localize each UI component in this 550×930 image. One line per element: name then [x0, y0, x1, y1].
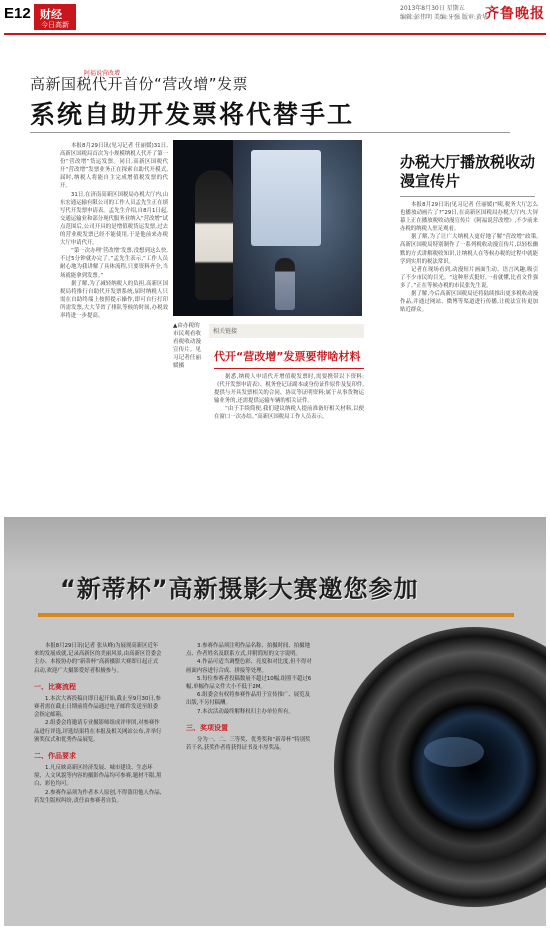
related-divider [214, 368, 364, 369]
lens-glare [424, 737, 484, 767]
ad-top-band [4, 517, 546, 577]
related-article-body [214, 373, 364, 491]
related-paragraph: 据悉,纳税人申请代开增值税发票时,需要携带以下资料:《代开发票申请表》、税务登记证副本或身份证件原件及复印件,提供与开具发票相关的合同、协议等证明资料;属于从事货物运输业务的,还需提供运输车辆的相关证件。 [214, 374, 364, 405]
article-paragraph: 本报8月29日讯(见习记者 任丽媛)31日,高新区国税局首次为小规模纳税人代开了第一份“营改增”货运发票。同日,高新区国税代开“营改增”发票业务正在探索自助代开模式,届时,纳税人将能自主完成增值税发票的代开。 [60, 143, 168, 190]
section-name: 财经 [40, 8, 62, 21]
photo-figure-woman [195, 170, 233, 300]
ad-block: 4.作品可适当调整色彩、亮度和对比度,但不得对画面内容进行合成、拼接等处理。 [186, 659, 312, 674]
article-paragraph: 据了解,为了减轻纳税人的负担,高新区国税局将推行自助代开发票系统,届时纳税人只需在自助终端上按照提示操作,即可自行打印所需发票,大大节省了排队等候的时间,办税效率将进一步提高。 [60, 280, 168, 319]
ad-section-title: 三、奖项设置 [186, 723, 228, 732]
ad-title-underline [38, 613, 514, 617]
ad-block: 本报8月29日讯(记者 张从峰)为展现高新区近年来的发展成就,记录高新区的美丽风景,由高新区管委会主办、本报协办的“新蒂杯”高新摄影大赛即日起正式启动,欢迎广大摄影爱好者积极参与。 [34, 643, 162, 674]
photo-contest-ad [4, 517, 546, 926]
side-paragraph: 本报8月29日讯(见习记者 任丽媛)“咦,税务大厅怎么也播放动画片了?”29日,在高新区国税局办税大厅内,大屏幕上正在播放税收动漫宣传片《阿福说营改增》,不少前来办税的纳税人驻足观看。 [400, 202, 538, 233]
news-photo [173, 140, 362, 316]
ad-block: 7.本次活动最终解释权归主办单位所有。 [197, 708, 294, 715]
camera-lens-graphic [334, 627, 546, 907]
newspaper-logo: 齐鲁晚报 [485, 6, 545, 22]
ad-block: 3.参赛作品须注明作品名称、拍摄时间、拍摄地点、作者姓名及联系方式,并附简短的文字说明。 [186, 643, 310, 658]
section-subtitle: 今日高新 [41, 21, 69, 29]
side-paragraph: 据了解,为了让广大纳税人更好地了解“营改增”政策,高新区国税局特别制作了一系列税收动漫宣传片,以轻松幽默的方式讲解税收知识,让纳税人在等候办税的过程中就能学到实用的税法常识。 [400, 234, 538, 265]
side-paragraph: 记者在现场看到,动漫短片画面生动、语言风趣,吸引了不少市民的目光。“这种形式挺好,一看就懂,比看文件强多了。”正在等候办税的市民张先生说。 [400, 266, 538, 289]
article-headline: 系统自助开发票将代替手工 [30, 100, 355, 129]
side-paragraph: 据了解,今后高新区国税局还将陆续推出更多税收动漫作品,并通过网站、微博等渠道进行传播,让税法宣传更加贴近群众。 [400, 291, 538, 314]
side-divider [400, 196, 535, 197]
photo-caption: ▲由办税的市民观看收看税收动漫宣传片。见习记者任丽媛摄 [173, 323, 201, 369]
ad-block: 1.本次大赛投稿自即日起开始,截止至9月30日,参赛者需在截止日期前将作品通过电子邮件发送至组委会指定邮箱。 [34, 695, 161, 719]
header-meta [400, 4, 488, 22]
page-header [0, 0, 550, 36]
related-article-title: 代开“营改增”发票要带啥材料 [214, 350, 361, 363]
side-article-body [400, 201, 538, 495]
side-article-title: 办税大厅播放税收动漫宣传片 [400, 153, 536, 190]
ad-title: “新蒂杯”高新摄影大赛邀您参加 [60, 575, 419, 603]
ad-block: 2.参赛作品须为作者本人原创,不得盗用他人作品,若发生版权纠纷,责任由参赛者自负。 [34, 789, 162, 804]
article-paragraph: “第一次办理‘营改增’发票,没想到这么快,不过5分钟就办完了。”孟先生表示,“工作人员耐心地为我讲解了具体流程,只要资料齐全,当场就能拿到发票。” [60, 248, 168, 279]
ad-section-title: 一、比赛流程 [34, 682, 76, 691]
photo-screen-caption: 阿福说营改增 [84, 70, 121, 77]
header-editors: 编辑:彭伟明 美编:牙强 版审:黄华 [400, 14, 488, 21]
photo-figure-child [275, 258, 295, 310]
related-link-label: 相关链接 [213, 328, 238, 335]
related-paragraph: “由于手续简便,我们建议纳税人提前准备好相关材料,以便在窗口一次办结。”高新区国税局工作人员表示。 [214, 406, 364, 421]
ad-block: 6.组委会有权将参赛作品用于宣传推广、展览及出版,不另付稿酬。 [186, 692, 310, 707]
ad-section-title: 二、作品要求 [34, 752, 76, 761]
ad-column-2 [186, 642, 314, 912]
headline-divider [30, 132, 510, 133]
ad-block: 5.每位参赛者投稿数量不超过10幅,组照不超过6幅,单幅作品文件大小不低于2M。 [186, 675, 312, 691]
photo-display-screen [251, 150, 321, 246]
article-subhead: 高新国税代开首份“营改增”发票 [30, 75, 249, 93]
page-number: E12 [4, 5, 31, 22]
ad-block: 分为一、二、三等奖、优秀奖和“新蒂杯”特别奖若干名,获奖作者将获得证书及丰厚奖品。 [186, 736, 311, 752]
ad-block: 2.组委会将邀请专业摄影师组成评审团,对参赛作品进行评选,评选结果将在本报及相关网站公布,并举行颁奖仪式和优秀作品展览。 [34, 720, 162, 743]
ad-block: 1.凡反映高新区经济发展、城市建设、生态环境、人文风貌等内容的摄影作品均可参赛,题材不限,黑白、彩色均可。 [34, 765, 162, 788]
article-paragraph: 31日,在济南高新区国税局办税大厅内,山东宏通运输有限公司的工作人员孟先生正在填写代开发票申请表。孟先生介绍,自8月1日起,交通运输业和部分现代服务业纳入“营改增”试点范围后,公司开具的是增值税货运发票,过去的营业税发票已经不能使用,于是他前来办税大厅申请代开。 [60, 191, 168, 247]
header-date: 2013年8月30日 星期五 [400, 5, 465, 12]
header-divider [4, 33, 546, 35]
ad-column-1 [34, 642, 162, 912]
article-body-column [60, 142, 168, 494]
